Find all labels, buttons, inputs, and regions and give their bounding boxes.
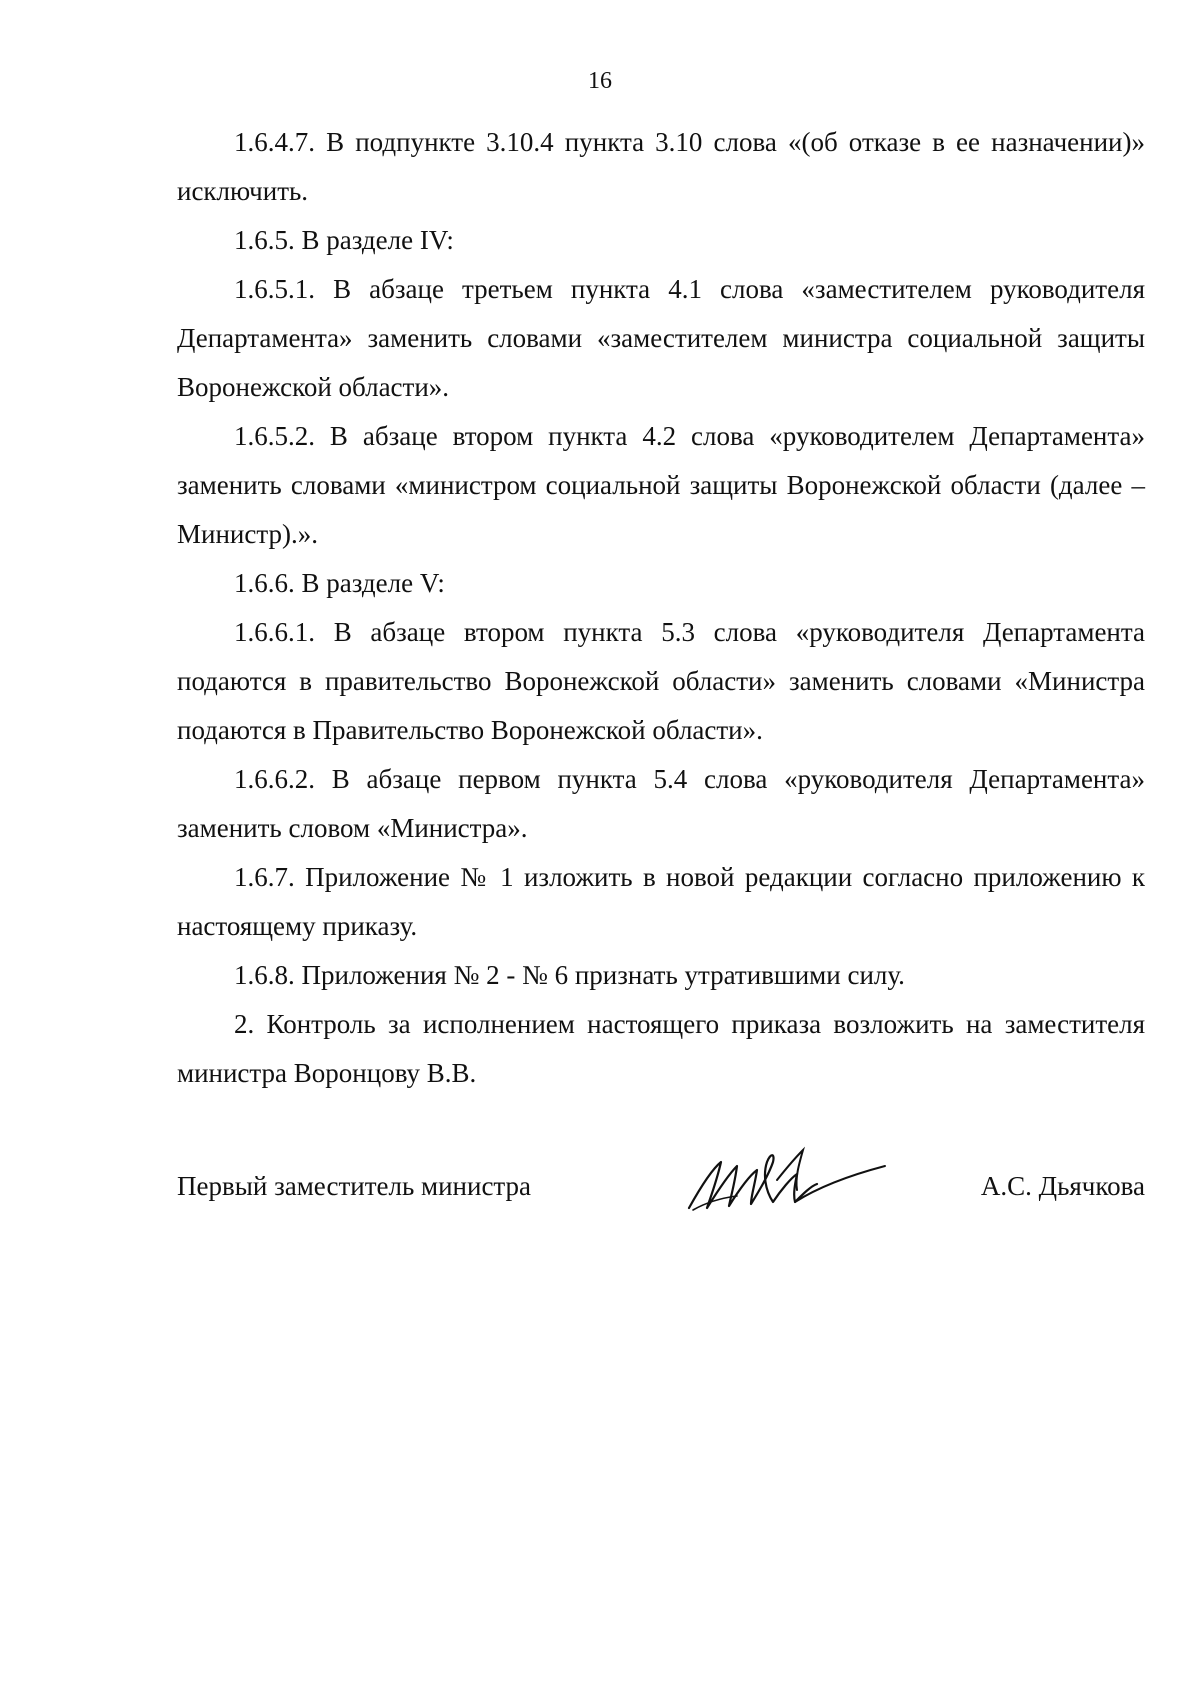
handwritten-signature [677, 1140, 897, 1220]
signatory-name: А.С. Дьячкова [980, 1171, 1145, 1201]
document-body [177, 118, 1145, 1098]
paragraph-2: 2. Контроль за исполнением настоящего приказа возложить на заместителя министра Воронцову В.В. [177, 1009, 1145, 1088]
paragraph-1-6-6: 1.6.6. В разделе V: [234, 568, 445, 598]
signatory-position: Первый заместитель министра [177, 1171, 532, 1201]
paragraph-1-6-5-2: 1.6.5.2. В абзаце втором пункта 4.2 слова «руководителем Департамента» заменить словами «министром социальной защиты Воронежской области (далее – Министр).». [177, 421, 1145, 549]
paragraph-1-6-8: 1.6.8. Приложения № 2 - № 6 признать утратившими силу. [234, 960, 905, 990]
paragraph-1-6-6-2: 1.6.6.2. В абзаце первом пункта 5.4 слова «руководителя Департамента» заменить словом «Министра». [177, 764, 1145, 843]
paragraph-1-6-5: 1.6.5. В разделе IV: [234, 225, 454, 255]
signature-block [177, 1140, 1145, 1230]
page-number: 16 [588, 68, 612, 94]
paragraph-1-6-4-7: 1.6.4.7. В подпункте 3.10.4 пункта 3.10 слова «(об отказе в ее назначении)» исключить. [177, 127, 1145, 206]
paragraph-1-6-7: 1.6.7. Приложение № 1 изложить в новой редакции согласно приложению к настоящему приказу. [177, 862, 1145, 941]
paragraph-1-6-6-1: 1.6.6.1. В абзаце втором пункта 5.3 слова «руководителя Департамента подаются в правительство Воронежской области» заменить словами «Министра подаются в Правительство Воронежской области». [177, 617, 1145, 745]
paragraph-1-6-5-1: 1.6.5.1. В абзаце третьем пункта 4.1 слова «заместителем руководителя Департамента» заменить словами «заместителем министра социальной защиты Воронежской области». [177, 274, 1145, 402]
